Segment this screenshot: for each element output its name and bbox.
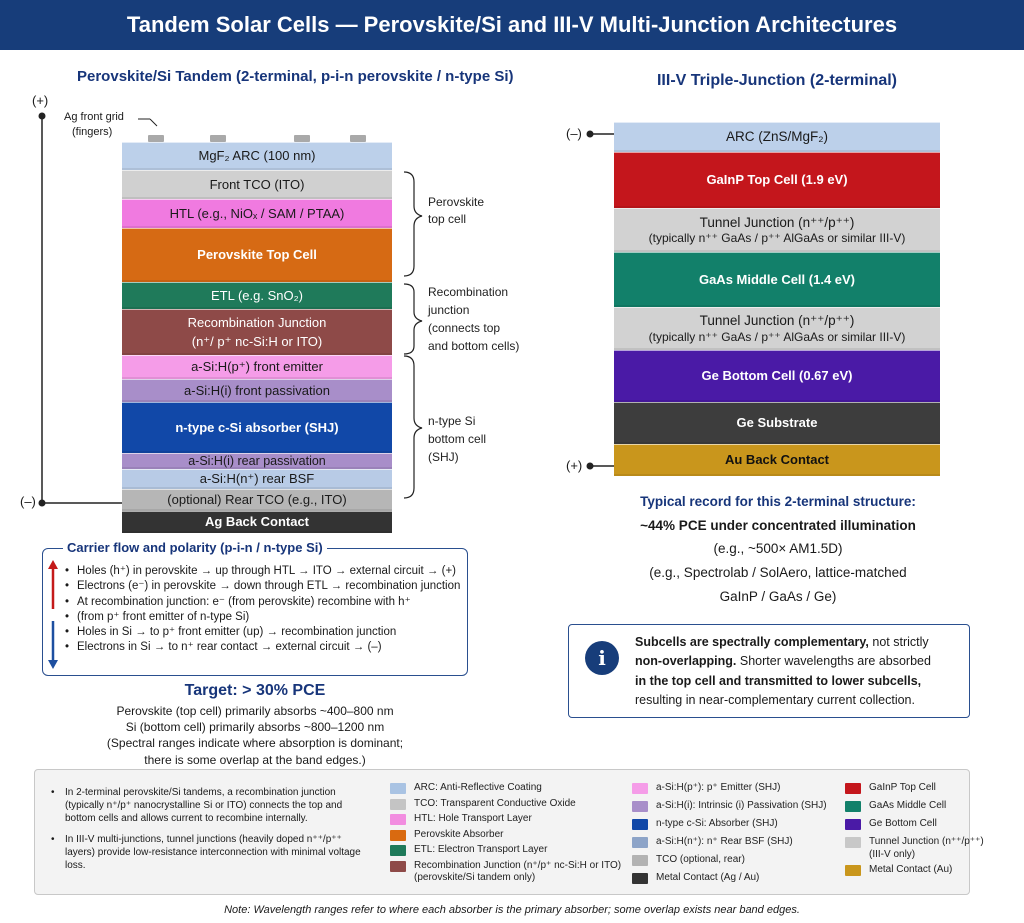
brace-label-top-cell: Perovskite top cell (428, 195, 485, 227)
layer-tunnel-junction-1: Tunnel Junction (n⁺⁺/p⁺⁺) (typically n⁺⁺ GaAs / p⁺⁺ AlGaAs or similar III-V) (614, 208, 940, 252)
legend-item (390, 829, 504, 842)
legend-item (390, 813, 532, 826)
legend-label: GaInP Top Cell (869, 782, 936, 793)
legend-swatch (845, 783, 861, 794)
legend-item (845, 800, 946, 813)
legend-item (845, 818, 937, 831)
legend-item (845, 836, 984, 861)
legend-swatch (845, 801, 861, 812)
layer-arc: MgF₂ ARC (100 nm) (122, 142, 392, 170)
carrier-arrows (46, 559, 60, 671)
legend-item (390, 798, 576, 811)
legend-label: Ge Bottom Cell (869, 818, 937, 829)
layer-c-si-absorber: n-type c-Si absorber (SHJ) (122, 402, 392, 453)
layer-i-rear: a-Si:H(i) rear passivation (122, 453, 392, 469)
carrier-item: • Holes (h⁺) in perovskite → up through HTL → ITO → external circuit → (+) (63, 564, 460, 579)
info-icon: i (585, 641, 619, 675)
legend-swatch (632, 783, 648, 794)
legend-label: Metal Contact (Au) (869, 864, 953, 875)
layer-i-front: a-Si:H(i) front passivation (122, 379, 392, 402)
right-minus-label: (–) (566, 126, 582, 141)
legend-swatch (390, 799, 406, 810)
minus-terminal-label: (–) (20, 494, 36, 509)
ag-finger (210, 135, 226, 142)
legend-swatch (632, 819, 648, 830)
footnote: Note: Wavelength ranges refer to where each absorber is the primary absorber; some overlap exists near band edges. (224, 904, 800, 916)
legend-label: ETL: Electron Transport Layer (414, 844, 548, 855)
left-section-title: Perovskite/Si Tandem (2-terminal, p-i-n perovskite / n-type Si) (77, 68, 514, 85)
legend-label: Tunnel Junction (n⁺⁺/p⁺⁺) (III-V only) (869, 836, 984, 860)
layer-perovskite: Perovskite Top Cell (122, 228, 392, 282)
carrier-item: • Holes in Si → to p⁺ front emitter (up) → recombination junction (63, 625, 460, 640)
legend-swatch (845, 865, 861, 876)
layer-ag-back-contact: Ag Back Contact (122, 511, 392, 533)
legend-label: Recombination Junction (n⁺/p⁺ nc-Si:H or ITO) (perovskite/Si tandem only) (414, 859, 622, 883)
layer-gaas-middle: GaAs Middle Cell (1.4 eV) (614, 252, 940, 307)
spectral-info-box (568, 624, 970, 718)
legend-item (390, 860, 621, 885)
legend-item (845, 864, 952, 877)
layer-p-emitter: a-Si:H(p⁺) front emitter (122, 355, 392, 379)
legend-label: Perovskite Absorber (414, 828, 504, 840)
layer-gainp-top: GaInP Top Cell (1.9 eV) (614, 152, 940, 208)
layer-etl: ETL (e.g. SnO₂) (122, 282, 392, 309)
record-text: Typical record for this 2-terminal structure: ~44% PCE under concentrated illumination (e.g., ~500× AM1.5D) (e.g., Spectrolab / SolAero, lattice-matched GaInP / GaAs / Ge) (640, 494, 916, 604)
target-description: Perovskite (top cell) primarily absorbs ~400–800 nm Si (bottom cell) primarily absorbs ~800–1200 nm (Spectral ranges indicate where absorption is dominant; there is some overlap at the band edges.) (106, 704, 404, 767)
legend-item (632, 872, 759, 885)
legend-swatch (845, 819, 861, 830)
carrier-item: • Electrons (e⁻) in perovskite → down through ETL → recombination junction (63, 579, 460, 594)
layer-front-tco: Front TCO (ITO) (122, 170, 392, 199)
legend-item (845, 782, 936, 795)
info-text: Subcells are spectrally complementary, not strictly non-overlapping. Shorter wavelengths are absorbed in the top cell and transmitted to lower subcells, resulting in near-complementary current collection. (635, 635, 931, 708)
carrier-flow-title: Carrier flow and polarity (p-i-n / n-type Si) (63, 540, 327, 555)
legend-item (390, 844, 547, 857)
legend-swatch (390, 861, 406, 872)
page-title: Tandem Solar Cells — Perovskite/Si and III-V Multi-Junction Architectures (0, 0, 1024, 50)
legend-label: Metal Contact (Ag / Au) (656, 872, 760, 883)
legend-label: HTL: Hole Transport Layer (414, 813, 532, 824)
legend-notes: • In 2-terminal perovskite/Si tandems, a recombination junction (typically n⁺/p⁺ nanocrystalline Si or ITO) connects the top and bottom cells and allows current to recombine internally. • In III-V multi-junctions, tunnel junctions (heavily doped n⁺⁺/p⁺⁺ layers) provide low-resistance interconnection with minimal voltage loss. (51, 787, 361, 871)
ag-finger (294, 135, 310, 142)
layer-tunnel-junction-2: Tunnel Junction (n⁺⁺/p⁺⁺) (typically n⁺⁺ GaAs / p⁺⁺ AlGaAs or similar III-V) (614, 307, 940, 350)
legend-swatch (632, 873, 648, 884)
legend-label: a-Si:H(i): Intrinsic (i) Passivation (SHJ) (656, 800, 827, 811)
legend-swatch (632, 837, 648, 848)
legend-swatch (845, 837, 861, 848)
legend-swatch (390, 783, 406, 794)
legend-label: TCO (optional, rear) (656, 854, 745, 865)
layer-n-bsf: a-Si:H(n⁺) rear BSF (122, 469, 392, 489)
target-title: Target: > 30% PCE (184, 682, 326, 699)
layer-ge-bottom: Ge Bottom Cell (0.67 eV) (614, 350, 940, 402)
legend-label: GaAs Middle Cell (869, 800, 947, 811)
right-plus-label: (+) (566, 458, 583, 473)
legend-item (632, 818, 778, 831)
layer-rear-tco: (optional) Rear TCO (e.g., ITO) (122, 489, 392, 511)
ag-finger (148, 135, 164, 142)
layer-au-back-contact: Au Back Contact (614, 444, 940, 476)
carrier-flow-box (42, 540, 468, 676)
legend-swatch (390, 830, 406, 841)
legend-item (632, 836, 793, 849)
grid-label: Ag front grid (fingers) (64, 111, 124, 138)
right-section-title: III-V Triple-Junction (2-terminal) (656, 72, 898, 89)
plus-terminal-label: (+) (32, 93, 49, 108)
legend-item (632, 800, 827, 813)
layer-htl: HTL (e.g., NiOₓ / SAM / PTAA) (122, 199, 392, 228)
legend-swatch (632, 855, 648, 866)
brace-label-recombination: Recombination junction (connects top and bottom cells) (428, 285, 520, 353)
legend-label: a-Si:H(n⁺): n⁺ Rear BSF (SHJ) (656, 836, 793, 847)
carrier-item: • At recombination junction: e⁻ (from perovskite) recombine with h⁺ (63, 595, 460, 610)
ag-finger (350, 135, 366, 142)
legend-label: TCO: Transparent Conductive Oxide (414, 797, 576, 809)
legend-item (632, 782, 780, 795)
legend-swatch (390, 814, 406, 825)
carrier-item: • Electrons in Si → to n⁺ rear contact → external circuit → (–) (63, 640, 460, 655)
legend-item (390, 782, 542, 795)
brace-label-bottom-cell: n-type Si bottom cell (SHJ) (428, 414, 487, 464)
carrier-item: • (from p⁺ front emitter of n-type Si) (63, 610, 460, 625)
legend-item (632, 854, 745, 867)
legend-label: ARC: Anti-Reflective Coating (414, 782, 542, 793)
layer-recombination-junction: Recombination Junction (n⁺/ p⁺ nc-Si:H or ITO) (122, 309, 392, 355)
layer-iii-v-arc: ARC (ZnS/MgF₂) (614, 122, 940, 152)
legend-swatch (390, 845, 406, 856)
layer-ge-substrate: Ge Substrate (614, 402, 940, 444)
legend-swatch (632, 801, 648, 812)
legend-label: n-type c-Si: Absorber (SHJ) (656, 818, 778, 829)
legend-label: a-Si:H(p⁺): p⁺ Emitter (SHJ) (656, 782, 781, 793)
